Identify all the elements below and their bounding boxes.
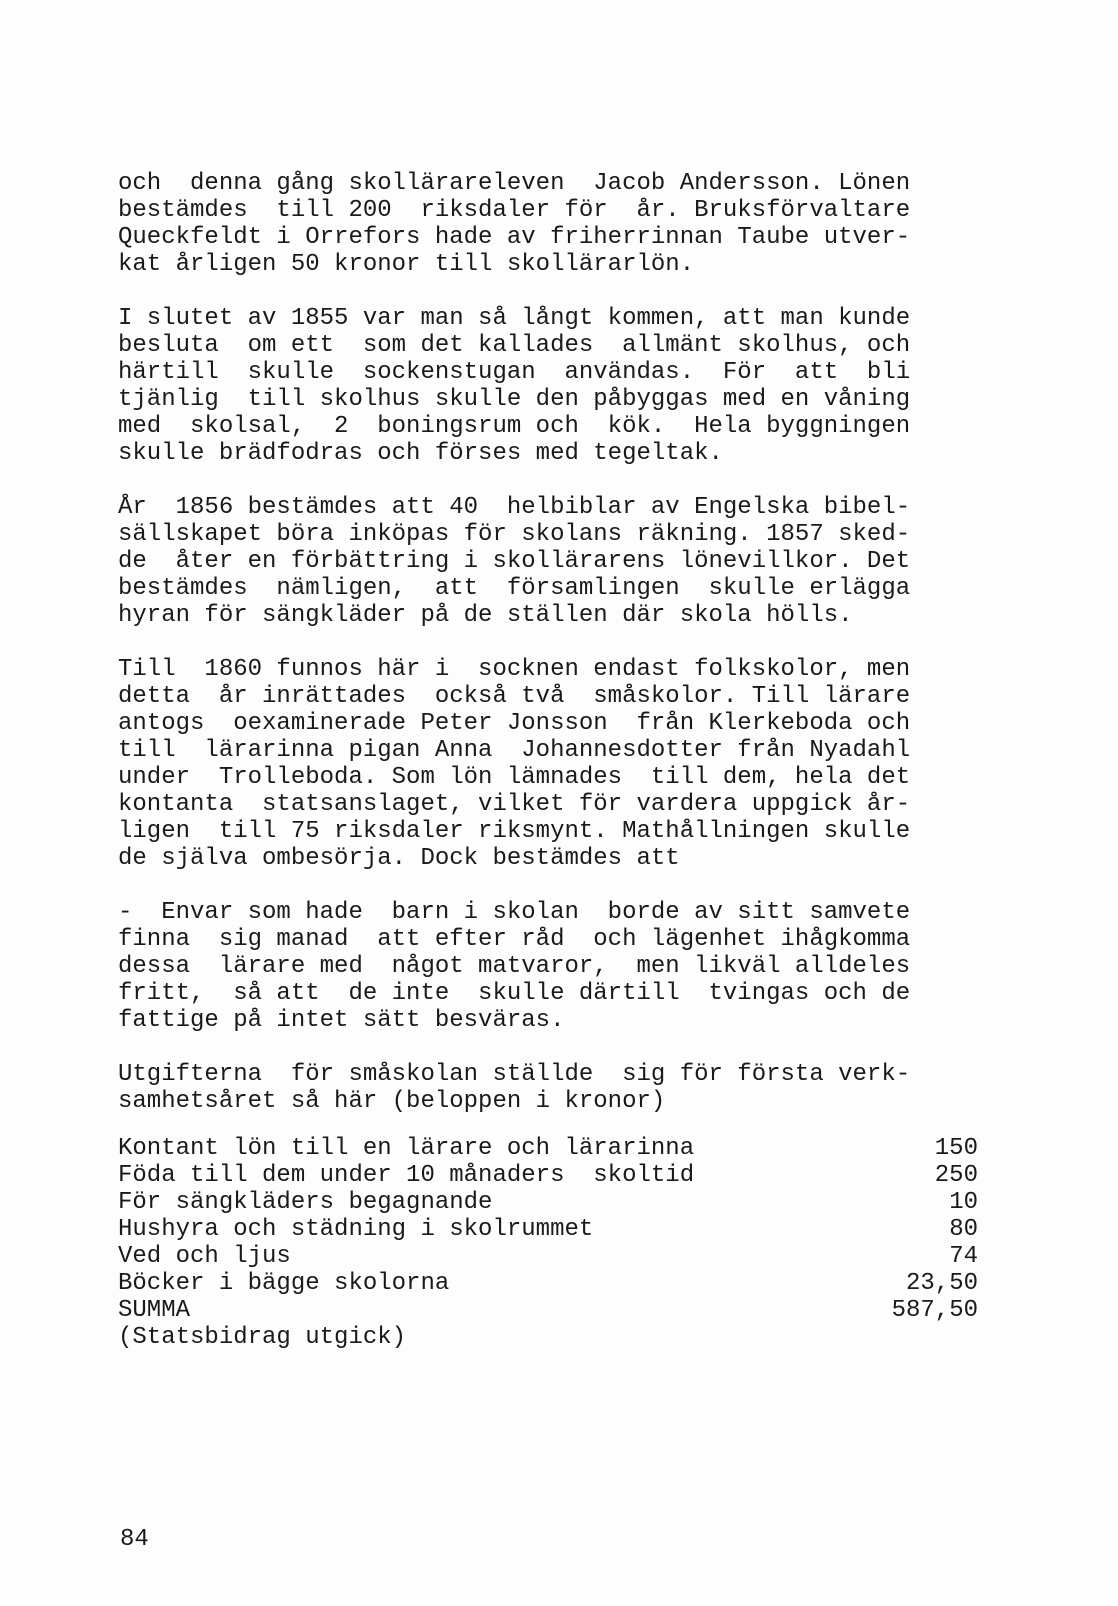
expense-amount: 80: [949, 1216, 978, 1243]
text-line: Queckfeldt i Orrefors hade av friherrinnan Taube utver-: [118, 224, 911, 251]
text-line: - Envar som hade barn i skolan borde av sitt samvete: [118, 899, 911, 926]
paragraph-teacher-salary: [118, 170, 1002, 278]
expense-total-row: [118, 1297, 978, 1324]
expense-label: Böcker i bägge skolorna: [118, 1270, 450, 1297]
paragraph-provisions: [118, 899, 1002, 1034]
text-line: härtill skulle sockenstugan användas. För att bli: [118, 359, 911, 386]
paragraph-bibles: [118, 494, 1002, 629]
text-line: sällskapet böra inköpas för skolans räkning. 1857 sked-: [118, 521, 911, 548]
expense-row: [118, 1189, 978, 1216]
expense-amount: 74: [949, 1243, 978, 1270]
text-line: ligen till 75 riksdaler riksmynt. Mathållningen skulle: [118, 818, 911, 845]
text-line: bestämdes till 200 riksdaler för år. Bruksförvaltare: [118, 197, 911, 224]
text-line: antogs oexaminerade Peter Jonsson från Klerkeboda och: [118, 710, 911, 737]
expense-row: [118, 1243, 978, 1270]
expense-amount: 23,50: [905, 1270, 978, 1297]
text-line: detta år inrättades också två småskolor. Till lärare: [118, 683, 911, 710]
expense-label: Föda till dem under 10 månaders skoltid: [118, 1162, 695, 1189]
paragraph-schoolhouse: [118, 305, 1002, 467]
expense-label: Ved och ljus: [118, 1243, 291, 1270]
expense-note: (Statsbidrag utgick): [118, 1324, 407, 1351]
text-line: Utgifterna för småskolan ställde sig för första verk-: [118, 1061, 911, 1088]
expense-total-label: SUMMA: [118, 1297, 191, 1324]
text-line: finna sig manad att efter råd och lägenhet ihågkomma: [118, 926, 911, 953]
expense-total-amount: 587,50: [891, 1297, 978, 1324]
paragraph-small-schools: [118, 656, 1002, 872]
expense-table: [118, 1135, 978, 1351]
text-line: under Trolleboda. Som lön lämnades till dem, hela det: [118, 764, 911, 791]
page-number: 84: [120, 1526, 149, 1553]
expense-label: För sängkläders begagnande: [118, 1189, 493, 1216]
text-line: tjänlig till skolhus skulle den påbyggas med en våning: [118, 386, 911, 413]
text-line: I slutet av 1855 var man så långt kommen, att man kunde: [118, 305, 911, 332]
paragraph-expenses-intro: [118, 1061, 1002, 1115]
expense-label: Hushyra och städning i skolrummet: [118, 1216, 594, 1243]
body-text: [118, 170, 1002, 1142]
expense-row: [118, 1216, 978, 1243]
text-line: bestämdes nämligen, att församlingen skulle erlägga: [118, 575, 911, 602]
text-line: Till 1860 funnos här i socknen endast folkskolor, men: [118, 656, 911, 683]
expense-label: Kontant lön till en lärare och lärarinna: [118, 1135, 695, 1162]
expense-amount: 10: [949, 1189, 978, 1216]
text-line: skulle brädfodras och förses med tegeltak.: [118, 440, 723, 467]
expense-row: [118, 1270, 978, 1297]
text-line: fattige på intet sätt besväras.: [118, 1007, 565, 1034]
text-line: till lärarinna pigan Anna Johannesdotter från Nyadahl: [118, 737, 911, 764]
text-line: kat årligen 50 kronor till skollärarlön.: [118, 251, 695, 278]
text-line: och denna gång skollärareleven Jacob Andersson. Lönen: [118, 170, 911, 197]
text-line: besluta om ett som det kallades allmänt skolhus, och: [118, 332, 911, 359]
text-line: År 1856 bestämdes att 40 helbiblar av Engelska bibel-: [118, 494, 911, 521]
text-line: de åter en förbättring i skollärarens lönevillkor. Det: [118, 548, 911, 575]
text-line: kontanta statsanslaget, vilket för vardera uppgick år-: [118, 791, 911, 818]
text-line: med skolsal, 2 boningsrum och kök. Hela byggningen: [118, 413, 911, 440]
expense-amount: 250: [934, 1162, 978, 1189]
expense-amount: 150: [934, 1135, 978, 1162]
text-line: fritt, så att de inte skulle därtill tvingas och de: [118, 980, 911, 1007]
text-line: de själva ombesörja. Dock bestämdes att: [118, 845, 680, 872]
text-line: dessa lärare med något matvaror, men likväl alldeles: [118, 953, 911, 980]
expense-row: [118, 1135, 978, 1162]
text-line: hyran för sängkläder på de ställen där skola hölls.: [118, 602, 853, 629]
expense-row: [118, 1162, 978, 1189]
text-line: samhetsåret så här (beloppen i kronor): [118, 1088, 666, 1115]
